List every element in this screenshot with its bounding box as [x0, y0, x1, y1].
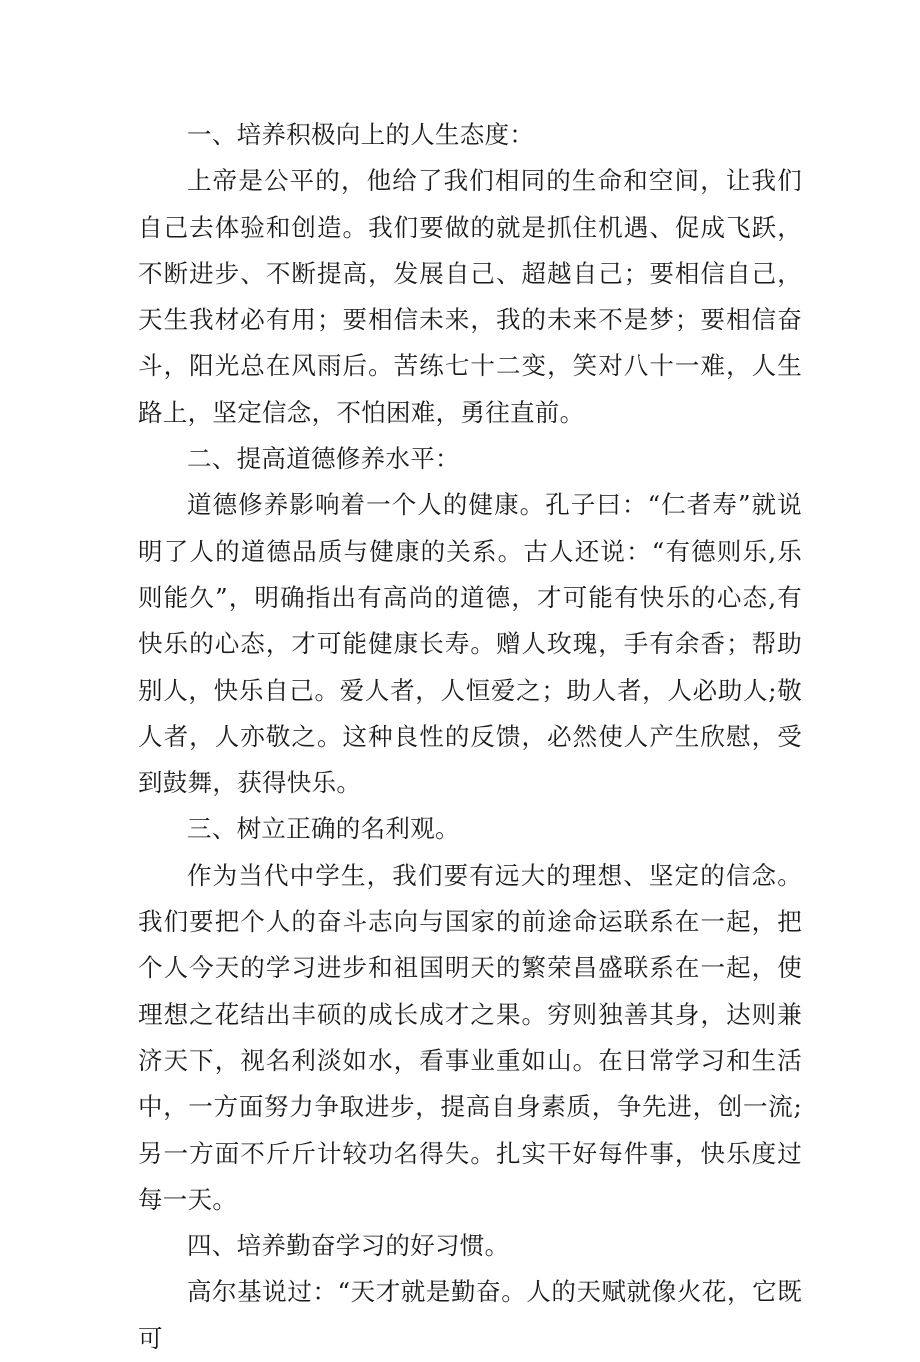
paragraph-fame-profit: 作为当代中学生，我们要有远大的理想、坚定的信念。我们要把个人的奋斗志向与国家的前途命运联系在一起，把个人今天的学习进步和祖国明天的繁荣昌盛联系在一起，使理想之花结出丰硕的成长成才之果。穷则独善其身，达则兼济天下，视名利淡如水，看事业重如山。在日常学习和生活中，一方面努力争取进步，提高自身素质，争先进，创一流;另一方面不斤斤计较功名得失。扎实干好每件事，快乐度过每一天。	[138, 860, 802, 1214]
heading-fame-profit: 三、树立正确的名利观。	[187, 814, 460, 844]
heading-attitude: 一、培养积极向上的人生态度：	[187, 120, 535, 149]
paragraph-attitude: 上帝是公平的，他给了我们相同的生命和空间，让我们自己去体验和创造。我们要做的就是抓住机遇、促成飞跃，不断进步、不断提高，发展自己、超越自己；要相信自己，天生我材必有用；要相信未来，我的未来不是梦；要相信奋斗，阳光总在风雨后。苦练七十二变，笑对八十一难，人生路上，坚定信念，不怕困难，勇往直前。	[138, 166, 802, 427]
heading-morality: 二、提高道德修养水平：	[187, 444, 460, 474]
heading-diligence: 四、培养勤奋学习的好习惯。	[187, 1231, 510, 1261]
paragraph-diligence: 高尔基说过：“天才就是勤奋。人的天赋就像火花，它既可	[138, 1277, 802, 1353]
document-body	[138, 112, 802, 1362]
paragraph-morality: 道德修养影响着一个人的健康。孔子曰：“仁者寿”就说明了人的道德品质与健康的关系。古人还说：“有德则乐,乐则能久”，明确指出有高尚的道德，才可能有快乐的心态,有快乐的心态，才可能健康长寿。赠人玫瑰，手有余香；帮助别人，快乐自己。爱人者，人恒爱之；助人者，人必助人;敬人者，人亦敬之。这种良性的反馈，必然使人产生欣慰，受到鼓舞，获得快乐。	[138, 490, 802, 798]
